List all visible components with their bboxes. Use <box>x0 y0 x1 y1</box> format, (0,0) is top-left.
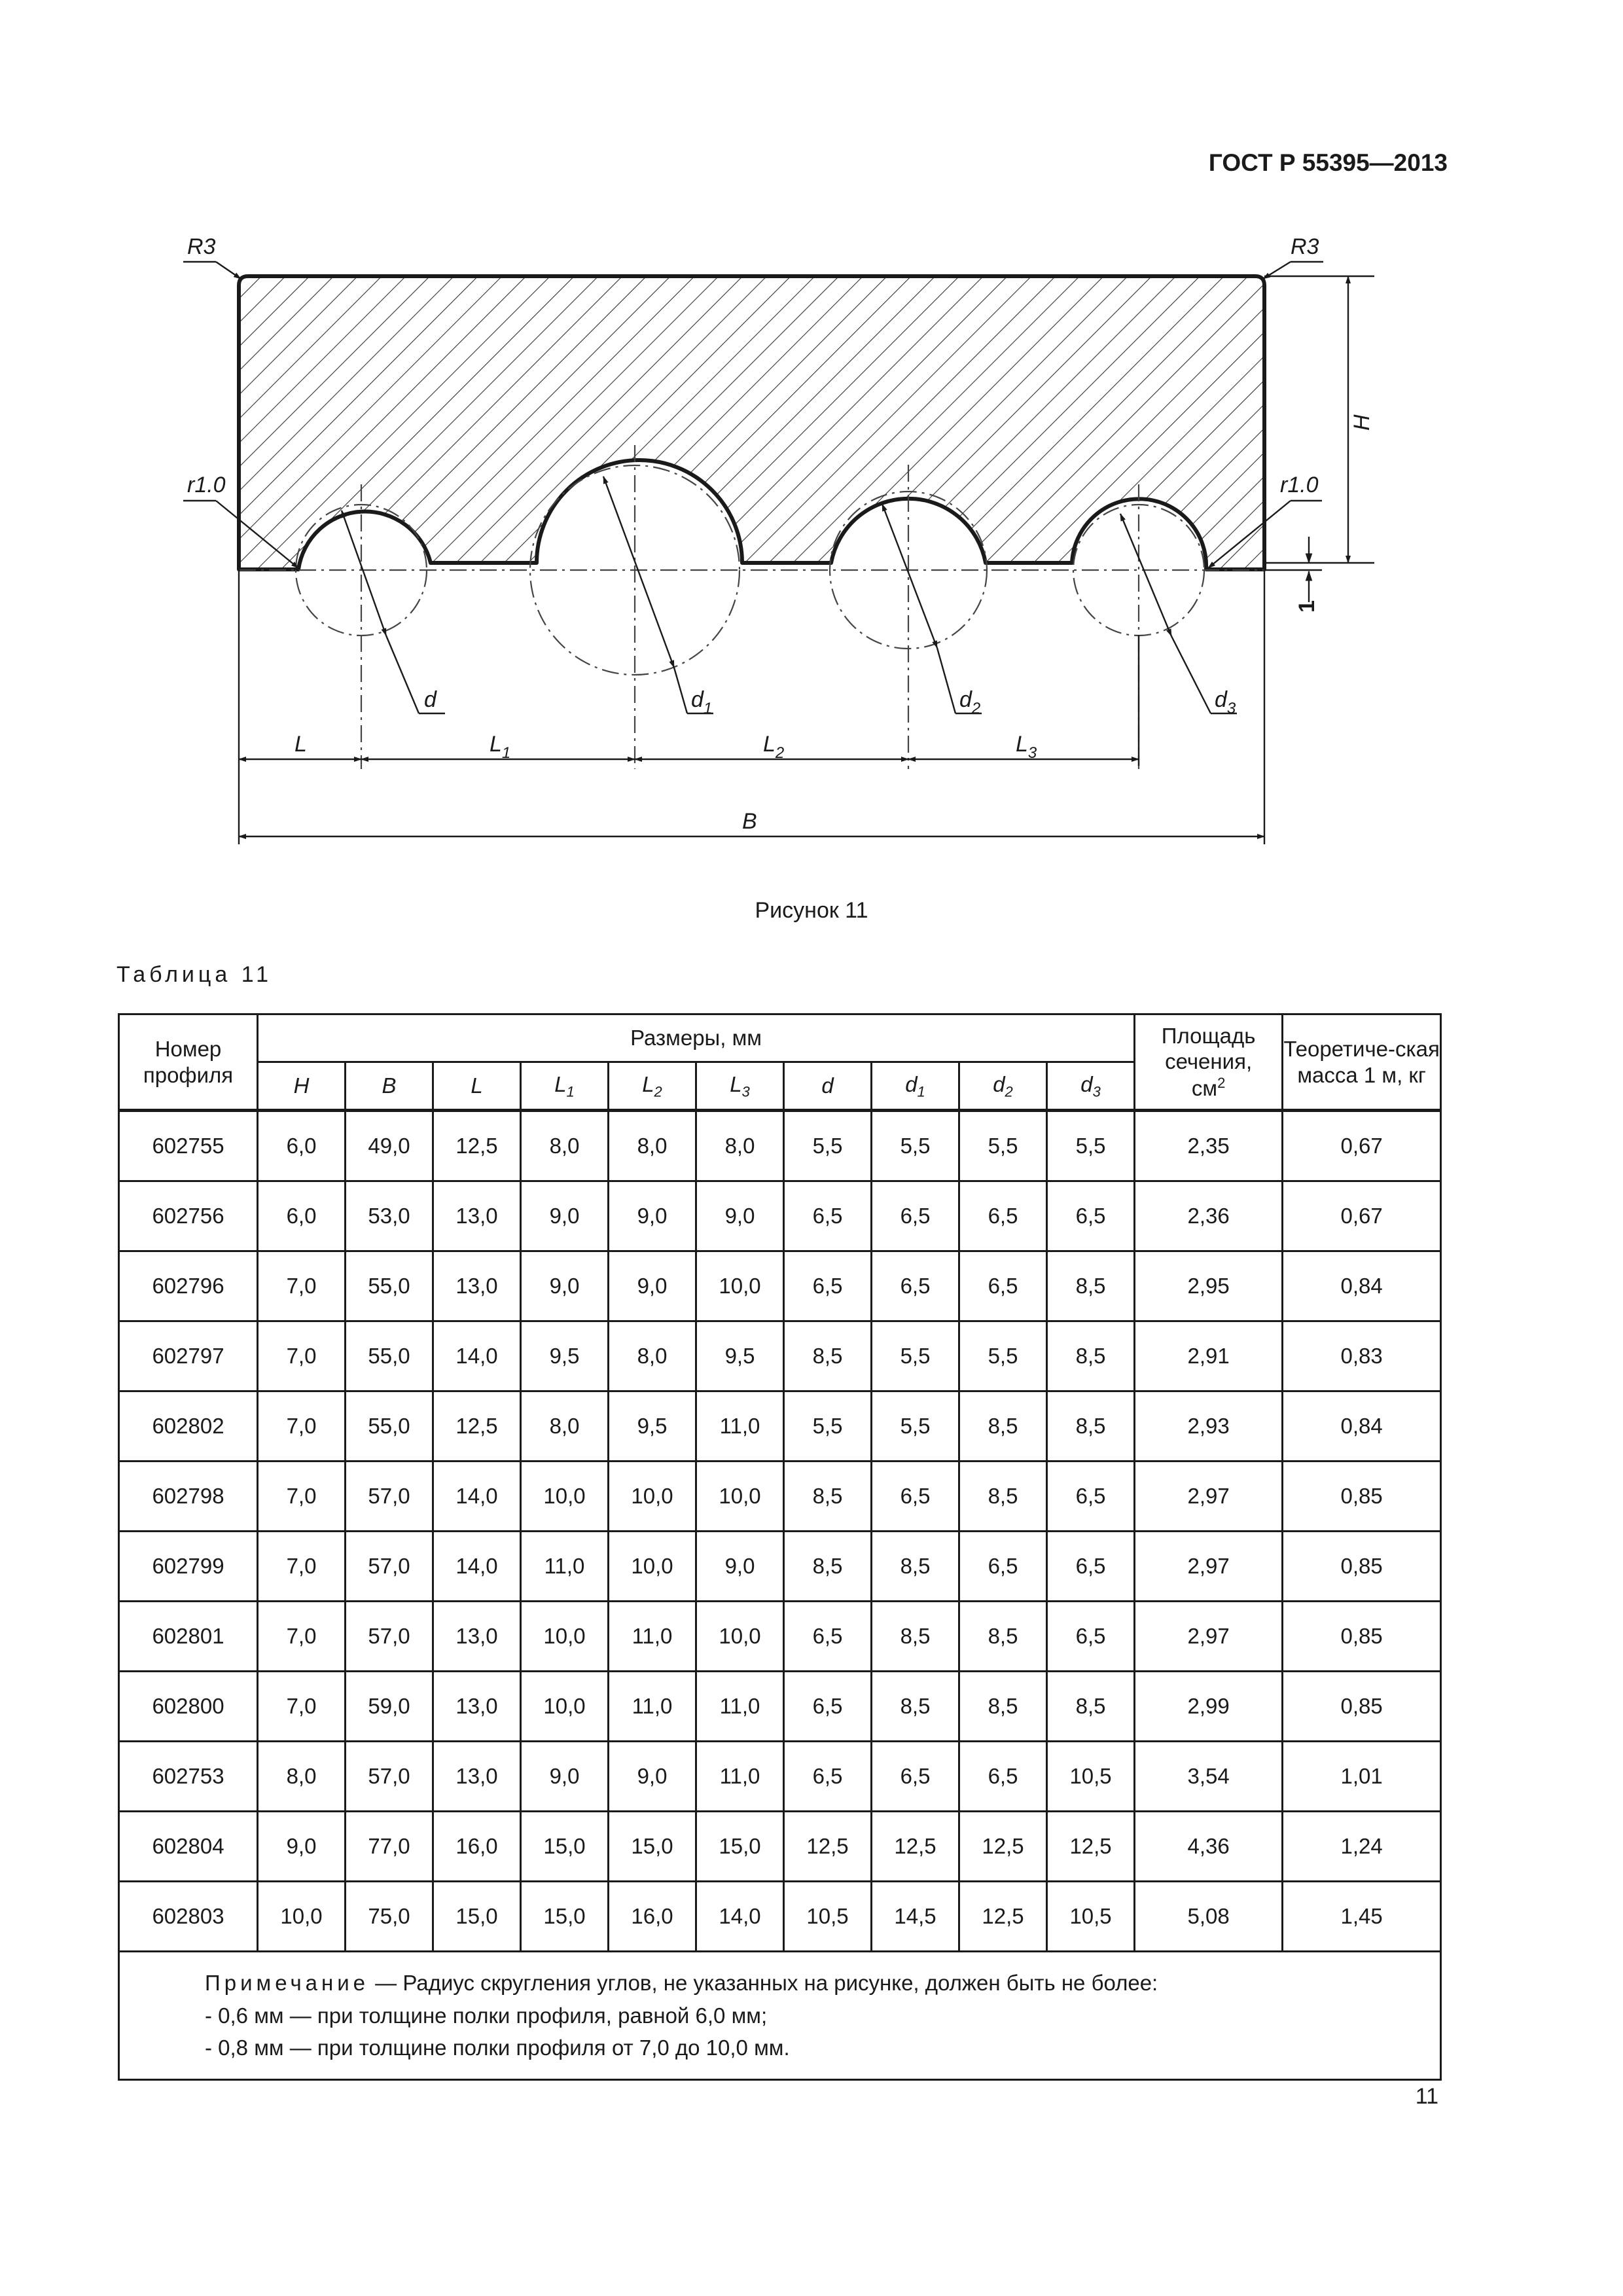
table-cell: 55,0 <box>346 1321 433 1391</box>
table-cell: 12,5 <box>872 1812 959 1882</box>
table-cell: 10,0 <box>521 1602 609 1672</box>
table-cell: 8,5 <box>872 1532 959 1602</box>
cell-profile-no: 602799 <box>119 1532 258 1602</box>
table-row <box>119 1812 1441 1882</box>
table-cell: 75,0 <box>346 1882 433 1952</box>
table-cell: 13,0 <box>433 1672 521 1742</box>
header-col-l2: $L_2$ <box>609 1062 696 1111</box>
table-cell: 8,5 <box>1047 1321 1135 1391</box>
table-cell: 55,0 <box>346 1391 433 1462</box>
header-col-d2: $d_2$ <box>959 1062 1047 1111</box>
table-cell: 11,0 <box>521 1532 609 1602</box>
label-l2: $L_2$ <box>763 732 785 762</box>
table-cell: 12,5 <box>959 1882 1047 1952</box>
table-cell: 0,85 <box>1283 1602 1441 1672</box>
label-r3-left: R3 <box>187 234 216 259</box>
table-row <box>119 1742 1441 1812</box>
table-cell: 14,0 <box>433 1321 521 1391</box>
header-col-h: H <box>258 1062 346 1111</box>
table-cell: 5,5 <box>784 1391 872 1462</box>
table-row <box>119 1321 1441 1391</box>
table-cell: 57,0 <box>346 1532 433 1602</box>
table-cell: 11,0 <box>696 1391 784 1462</box>
table-cell: 8,0 <box>521 1391 609 1462</box>
table-cell: 57,0 <box>346 1462 433 1532</box>
table-cell: 6,0 <box>258 1181 346 1251</box>
table-cell: 5,5 <box>784 1111 872 1181</box>
table-cell: 1,45 <box>1283 1882 1441 1952</box>
table-cell: 8,5 <box>1047 1672 1135 1742</box>
header-mass: Теоретиче-ская масса 1 м, кг <box>1283 1014 1441 1111</box>
table-cell: 7,0 <box>258 1251 346 1321</box>
table-cell: 59,0 <box>346 1672 433 1742</box>
table-cell: 8,5 <box>1047 1251 1135 1321</box>
header-profile-no: Номер профиля <box>119 1014 258 1111</box>
table-cell: 6,5 <box>959 1181 1047 1251</box>
label-d1: $d_1$ <box>691 687 713 717</box>
header-col-l: L <box>433 1062 521 1111</box>
table-row <box>119 1111 1441 1181</box>
table-cell: 6,5 <box>1047 1532 1135 1602</box>
table-cell: 10,0 <box>696 1251 784 1321</box>
cell-profile-no: 602755 <box>119 1111 258 1181</box>
table-cell: 6,5 <box>1047 1462 1135 1532</box>
table-cell: 5,5 <box>872 1321 959 1391</box>
table-cell: 7,0 <box>258 1321 346 1391</box>
header-col-b: B <box>346 1062 433 1111</box>
table-cell: 53,0 <box>346 1181 433 1251</box>
table-cell: 7,0 <box>258 1672 346 1742</box>
table-cell: 11,0 <box>696 1672 784 1742</box>
table-cell: 2,97 <box>1135 1602 1283 1672</box>
label-r1-right: r1.0 <box>1280 473 1319 497</box>
table-cell: 6,5 <box>959 1532 1047 1602</box>
table-cell: 10,0 <box>696 1462 784 1532</box>
table-cell: 8,5 <box>1047 1391 1135 1462</box>
label-d: d <box>424 687 437 712</box>
cell-profile-no: 602796 <box>119 1251 258 1321</box>
table-cell: 0,83 <box>1283 1321 1441 1391</box>
table-cell: 7,0 <box>258 1602 346 1672</box>
label-r1-left: r1.0 <box>187 473 226 497</box>
figure-caption: Рисунок 11 <box>755 898 868 923</box>
table-cell: 49,0 <box>346 1111 433 1181</box>
table-cell: 8,0 <box>696 1111 784 1181</box>
table-row <box>119 1391 1441 1462</box>
label-l: L <box>294 732 307 757</box>
table-cell: 6,5 <box>872 1251 959 1321</box>
table-cell: 6,5 <box>1047 1602 1135 1672</box>
table-cell: 12,5 <box>784 1812 872 1882</box>
table-cell: 13,0 <box>433 1742 521 1812</box>
table-cell: 2,93 <box>1135 1391 1283 1462</box>
cell-profile-no: 602801 <box>119 1602 258 1672</box>
table-cell: 5,5 <box>872 1391 959 1462</box>
table-cell: 2,97 <box>1135 1462 1283 1532</box>
table-cell: 2,95 <box>1135 1251 1283 1321</box>
table-cell: 6,5 <box>784 1181 872 1251</box>
table-cell: 10,0 <box>696 1602 784 1672</box>
table-cell: 11,0 <box>609 1672 696 1742</box>
table-cell: 0,67 <box>1283 1111 1441 1181</box>
table-cell: 5,5 <box>1047 1111 1135 1181</box>
table-cell: 5,5 <box>872 1111 959 1181</box>
table-note: Примечание — Радиус скругления углов, не указанных на рисунке, должен быть не более: - 0,6 мм — при толщине полки профиля, равной 6,0 мм; - 0,8 мм — при толщине полки профиля от 7,0 до 10,0 мм. <box>119 1952 1441 2080</box>
cell-profile-no: 602802 <box>119 1391 258 1462</box>
cell-profile-no: 602753 <box>119 1742 258 1812</box>
table-cell: 7,0 <box>258 1532 346 1602</box>
vertical-dimensions <box>1264 276 1374 602</box>
document-standard-header: ГОСТ Р 55395—2013 <box>1208 149 1448 176</box>
table-cell: 9,0 <box>521 1742 609 1812</box>
profile-drawing <box>170 223 1374 877</box>
table-cell: 6,5 <box>784 1742 872 1812</box>
table-cell: 0,85 <box>1283 1532 1441 1602</box>
table-cell: 57,0 <box>346 1602 433 1672</box>
table-cell: 15,0 <box>696 1812 784 1882</box>
table-cell: 0,84 <box>1283 1251 1441 1321</box>
table-row <box>119 1532 1441 1602</box>
table-cell: 2,36 <box>1135 1181 1283 1251</box>
header-col-d1: $d_1$ <box>872 1062 959 1111</box>
table-cell: 8,5 <box>959 1672 1047 1742</box>
cell-profile-no: 602800 <box>119 1672 258 1742</box>
table-cell: 12,5 <box>433 1391 521 1462</box>
table-cell: 6,5 <box>959 1742 1047 1812</box>
table-cell: 12,5 <box>433 1111 521 1181</box>
table-cell: 10,0 <box>521 1672 609 1742</box>
table-cell: 16,0 <box>609 1882 696 1952</box>
label-d3: $d_3$ <box>1215 687 1236 717</box>
label-r3-right: R3 <box>1291 234 1319 259</box>
horizontal-dimensions <box>239 569 1264 844</box>
table-cell: 14,0 <box>433 1462 521 1532</box>
table-cell: 9,0 <box>521 1251 609 1321</box>
table-cell: 10,0 <box>609 1532 696 1602</box>
cell-profile-no: 602797 <box>119 1321 258 1391</box>
table-cell: 10,5 <box>1047 1882 1135 1952</box>
table-cell: 12,5 <box>1047 1812 1135 1882</box>
table-cell: 12,5 <box>959 1812 1047 1882</box>
table-cell: 10,0 <box>258 1882 346 1952</box>
table-cell: 4,36 <box>1135 1812 1283 1882</box>
table-cell: 9,5 <box>521 1321 609 1391</box>
table-cell: 9,5 <box>696 1321 784 1391</box>
table-cell: 6,5 <box>959 1251 1047 1321</box>
table-cell: 8,5 <box>872 1602 959 1672</box>
table-cell: 5,5 <box>959 1111 1047 1181</box>
table-cell: 3,54 <box>1135 1742 1283 1812</box>
table-cell: 77,0 <box>346 1812 433 1882</box>
table-cell: 9,0 <box>696 1532 784 1602</box>
label-b: B <box>742 809 757 834</box>
table-cell: 9,0 <box>696 1181 784 1251</box>
table-cell: 57,0 <box>346 1742 433 1812</box>
table-cell: 7,0 <box>258 1462 346 1532</box>
table-cell: 8,0 <box>609 1111 696 1181</box>
table-cell: 9,0 <box>609 1742 696 1812</box>
table-cell: 2,97 <box>1135 1532 1283 1602</box>
header-col-l1: $L_1$ <box>521 1062 609 1111</box>
table-cell: 2,35 <box>1135 1111 1283 1181</box>
table-cell: 15,0 <box>433 1882 521 1952</box>
table-cell: 8,5 <box>872 1672 959 1742</box>
table-cell: 9,0 <box>609 1181 696 1251</box>
cell-profile-no: 602756 <box>119 1181 258 1251</box>
table-cell: 15,0 <box>521 1812 609 1882</box>
table-row <box>119 1672 1441 1742</box>
header-area: Площадь сечения, $см^2$ <box>1135 1014 1283 1111</box>
table-cell: 14,0 <box>433 1532 521 1602</box>
label-d2: $d_2$ <box>959 687 981 717</box>
table-cell: 6,0 <box>258 1111 346 1181</box>
table-cell: 10,5 <box>1047 1742 1135 1812</box>
table-cell: 1,01 <box>1283 1742 1441 1812</box>
cell-profile-no: 602804 <box>119 1812 258 1882</box>
table-cell: 6,5 <box>872 1462 959 1532</box>
table-row <box>119 1462 1441 1532</box>
table-cell: 11,0 <box>609 1602 696 1672</box>
table-row <box>119 1181 1441 1251</box>
table-cell: 14,5 <box>872 1882 959 1952</box>
profile-section <box>239 276 1264 569</box>
header-col-d: d <box>784 1062 872 1111</box>
table-cell: 2,99 <box>1135 1672 1283 1742</box>
table-row <box>119 1251 1441 1321</box>
table-title: Таблица 11 <box>116 962 273 987</box>
cell-profile-no: 602798 <box>119 1462 258 1532</box>
table-cell: 10,0 <box>521 1462 609 1532</box>
cell-profile-no: 602803 <box>119 1882 258 1952</box>
label-l3: $L_3$ <box>1016 732 1037 762</box>
table-cell: 15,0 <box>609 1812 696 1882</box>
table-row <box>119 1882 1441 1952</box>
table-cell: 14,0 <box>696 1882 784 1952</box>
table-row <box>119 1602 1441 1672</box>
table-cell: 9,5 <box>609 1391 696 1462</box>
table-cell: 8,5 <box>784 1321 872 1391</box>
table-cell: 6,5 <box>1047 1181 1135 1251</box>
table-cell: 6,5 <box>784 1602 872 1672</box>
table-cell: 8,0 <box>258 1742 346 1812</box>
table-cell: 6,5 <box>784 1672 872 1742</box>
table-cell: 0,84 <box>1283 1391 1441 1462</box>
table-cell: 9,0 <box>521 1181 609 1251</box>
table-cell: 8,0 <box>521 1111 609 1181</box>
table-cell: 6,5 <box>872 1181 959 1251</box>
table-cell: 8,5 <box>784 1532 872 1602</box>
table-cell: 0,85 <box>1283 1672 1441 1742</box>
label-l1: $L_1$ <box>490 732 511 762</box>
table-cell: 8,5 <box>784 1462 872 1532</box>
label-one: 1 <box>1294 600 1319 613</box>
table-cell: 5,5 <box>959 1321 1047 1391</box>
table-cell: 8,5 <box>959 1602 1047 1672</box>
table-cell: 10,5 <box>784 1882 872 1952</box>
table-body <box>119 1111 1441 1952</box>
table-cell: 15,0 <box>521 1882 609 1952</box>
page-number: 11 <box>1415 2084 1438 2109</box>
table-cell: 7,0 <box>258 1391 346 1462</box>
table-cell: 8,5 <box>959 1462 1047 1532</box>
table-cell: 13,0 <box>433 1602 521 1672</box>
table-cell: 55,0 <box>346 1251 433 1321</box>
header-col-d3: $d_3$ <box>1047 1062 1135 1111</box>
table-cell: 13,0 <box>433 1181 521 1251</box>
table-cell: 8,0 <box>609 1321 696 1391</box>
table-cell: 9,0 <box>258 1812 346 1882</box>
table-cell: 10,0 <box>609 1462 696 1532</box>
table-cell: 2,91 <box>1135 1321 1283 1391</box>
table-cell: 6,5 <box>784 1251 872 1321</box>
table-cell: 8,5 <box>959 1391 1047 1462</box>
table-cell: 11,0 <box>696 1742 784 1812</box>
table-cell: 0,85 <box>1283 1462 1441 1532</box>
table-cell: 5,08 <box>1135 1882 1283 1952</box>
table-cell: 1,24 <box>1283 1812 1441 1882</box>
table-cell: 16,0 <box>433 1812 521 1882</box>
header-col-l3: $L_3$ <box>696 1062 784 1111</box>
table-cell: 9,0 <box>609 1251 696 1321</box>
profile-table <box>118 1013 1442 2081</box>
table-cell: 6,5 <box>872 1742 959 1812</box>
label-h: H <box>1349 414 1374 431</box>
table-cell: 13,0 <box>433 1251 521 1321</box>
header-dimensions: Размеры, мм <box>258 1014 1135 1062</box>
table-cell: 0,67 <box>1283 1181 1441 1251</box>
